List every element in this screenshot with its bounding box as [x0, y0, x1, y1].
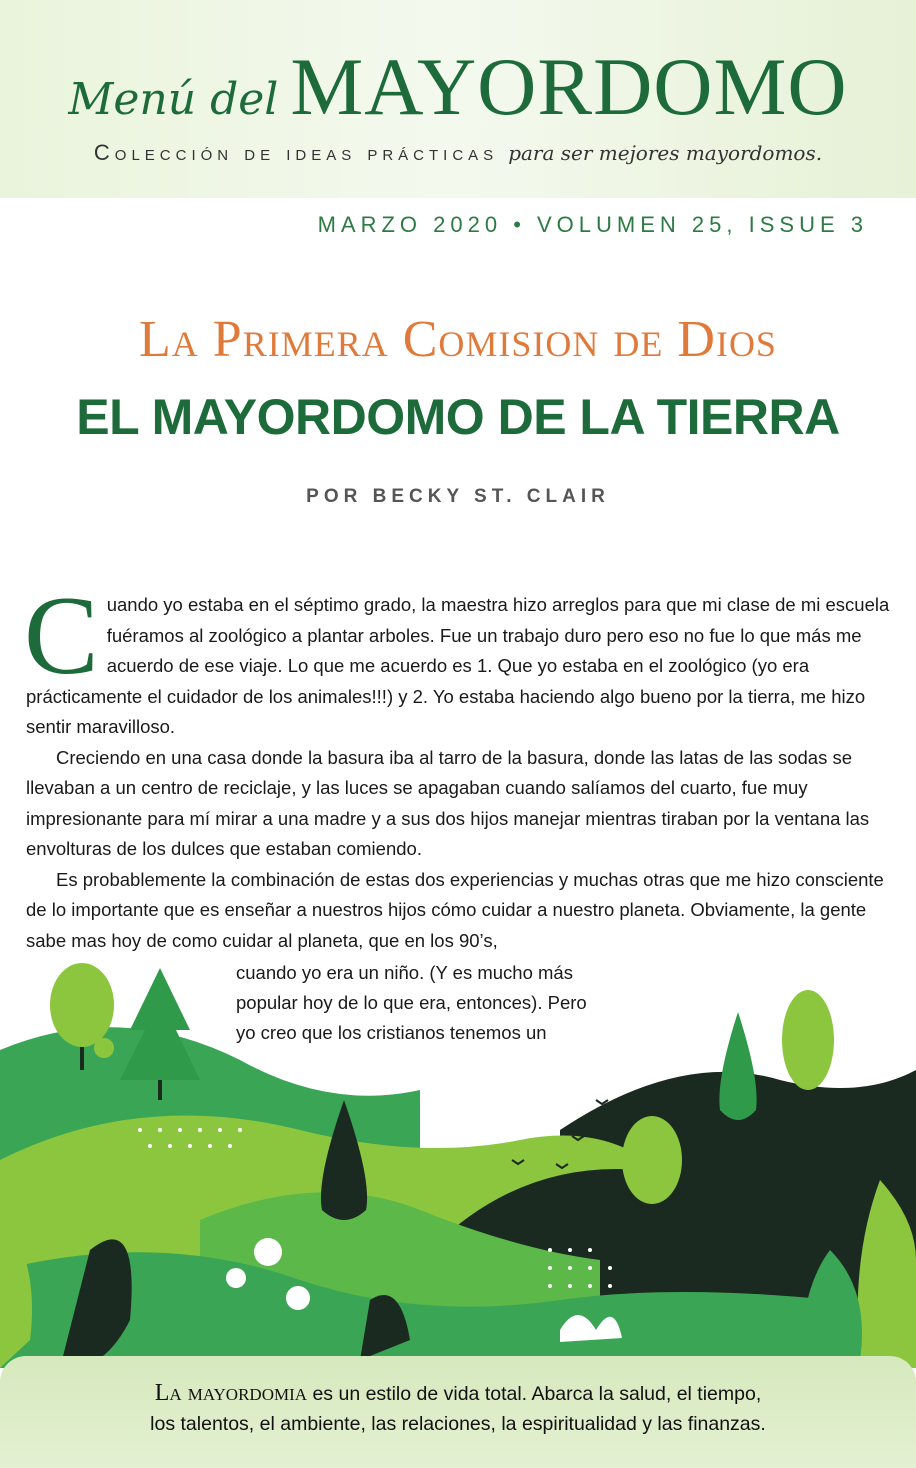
footer-line1: es un estilo de vida total. Abarca la salud, el tiempo, — [307, 1383, 762, 1405]
article-headline: EL MAYORDOMO DE LA TIERRA — [76, 389, 840, 445]
paragraph-2: Creciendo en una casa donde la basura iba al tarro de la basura, donde las latas de las sodas se llevaban a un centro de reciclaje, y las luces se apagaban cuando salíamos del cuarto, fue muy impresionante para mí mirar a una madre y a sus dos hijos manejar mientras tiraban por la ventana las envolturas de los dulces que estaban comiendo. — [26, 746, 870, 859]
footer-text — [0, 1378, 916, 1439]
footer-lead: La mayordomia — [154, 1380, 308, 1406]
flower-white-2 — [226, 1268, 246, 1288]
footer-banner — [0, 1356, 916, 1468]
narrow-line-2: popular hoy de lo que era, entonces). Pero — [236, 992, 587, 1013]
tree-small-ball — [94, 1038, 114, 1058]
masthead-big-text: MAYORDOMO — [290, 41, 848, 132]
masthead-script-text: Menú del — [68, 74, 279, 125]
issue-line: MARZO 2020 • VOLUMEN 25, ISSUE 3 — [317, 212, 868, 237]
tagline-script: para ser mejores mayordomos. — [508, 141, 823, 165]
paragraph-1 — [24, 574, 896, 743]
footer-line2: los talentos, el ambiente, las relaciones, la espiritualidad y las finanzas. — [150, 1413, 766, 1435]
paragraph-1-text: uando yo estaba en el séptimo grado, la maestra hizo arreglos para que mi clase de mi escuela fuéramos al zoológico a plantar arboles. Fue un trabajo duro pero eso no fue lo que más me acuerdo de ese viaje. Lo que me acuerdo es 1. Que yo estaba en el zoológico (yo era prácticamente el cuidador de los animales!!!) y 2. Yo estaba haciendo algo bueno por la tierra, me hizo sentir maravilloso. — [26, 594, 890, 737]
article-byline: POR BECKY ST. CLAIR — [306, 486, 610, 507]
article-kicker: La Primera Comision de Dios — [139, 311, 777, 368]
drop-cap: C — [24, 574, 99, 698]
flower-white-3 — [286, 1286, 310, 1310]
tree-oval-mid — [622, 1116, 682, 1204]
masthead-tagline — [0, 140, 916, 166]
tree-oval-right — [782, 990, 834, 1090]
masthead — [0, 0, 916, 198]
paragraph-3: Es probablemente la combinación de estas dos experiencias y muchas otras que me hizo consciente de lo importante que es enseñar a nuestros hijos cómo cuidar a nuestro planeta. Obviamente, la gente sabe mas hoy de como cuidar al planeta, que en los 90’s, — [26, 868, 884, 951]
tree-tall-right — [719, 1012, 756, 1120]
pine-tree-left — [120, 968, 200, 1080]
narrow-line-1: cuando yo era un niño. (Y es mucho más — [236, 962, 573, 983]
pine-trunk — [158, 1080, 162, 1100]
tagline-caps: Colección de ideas prácticas — [93, 140, 499, 165]
article-body-narrow — [236, 958, 656, 1048]
masthead-title — [0, 40, 916, 134]
article-body — [24, 574, 896, 956]
flower-white-1 — [254, 1238, 282, 1266]
narrow-line-3: yo creo que los cristianos tenemos un — [236, 1022, 547, 1043]
tree-round-left — [50, 963, 114, 1047]
